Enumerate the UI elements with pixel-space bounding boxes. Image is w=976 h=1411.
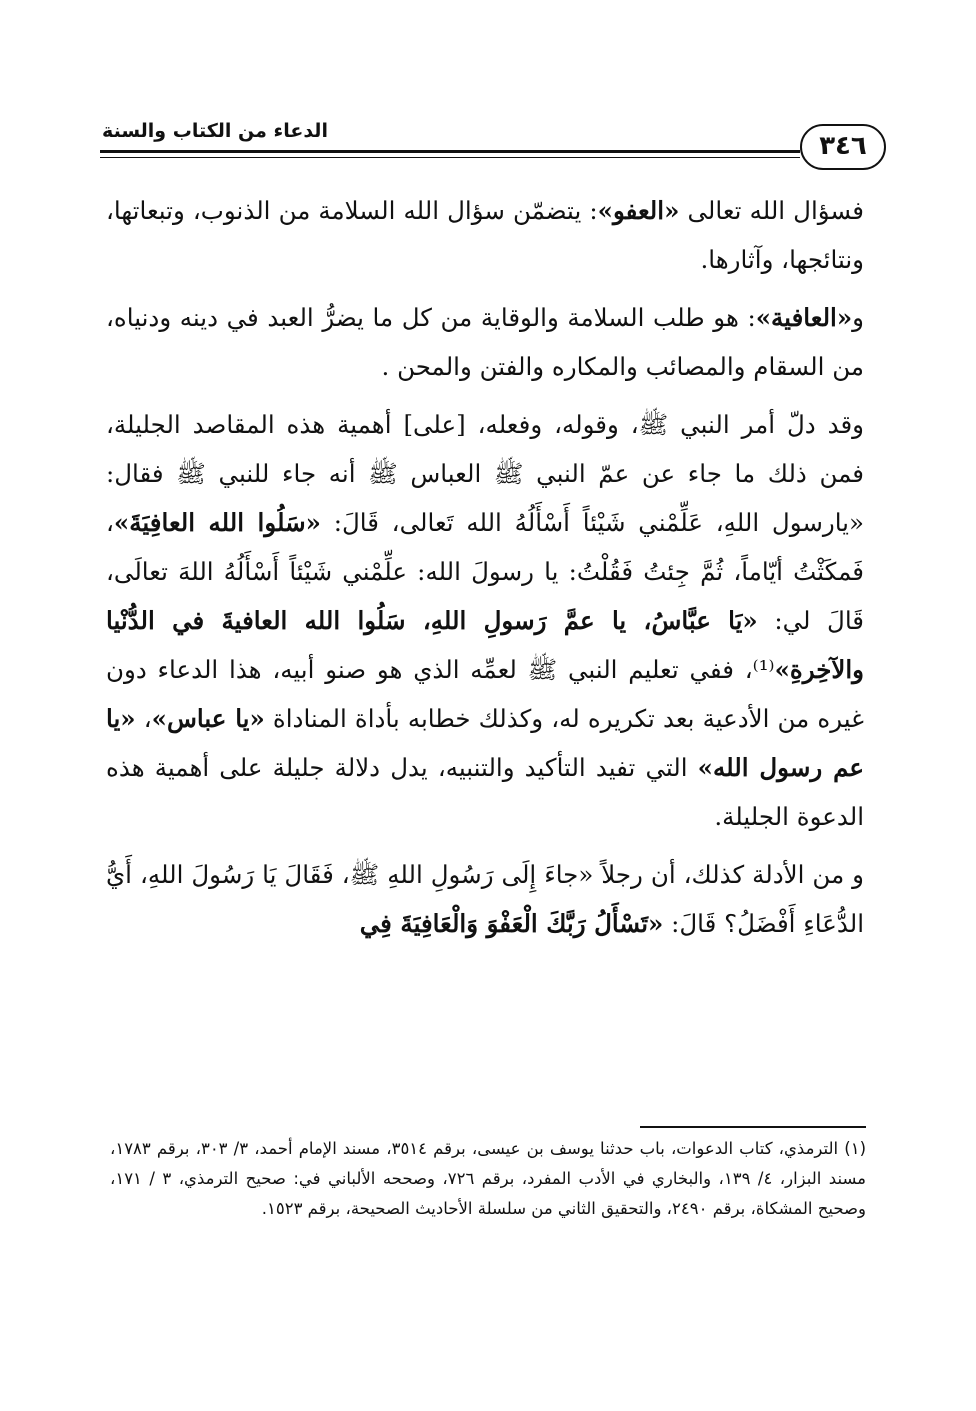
text-run: : هو طلب السلامة والوقاية من كل ما يضرُّ العبد في دينه ودنياه، من السقام والمصائب والمكاره والفتن والمحن .: [106, 303, 864, 381]
text-run: و من الأدلة كذلك، أن رجلاً «جاءَ إِلَى رَسُولِ اللهِ ﷺ، فَقَالَ يَا رَسُولَ اللهِ، أَيُّ الدُّعَاءِ أَفْضَلُ؟ قَالَ:: [106, 860, 864, 938]
bold-quote: «يا عم رسول الله»: [106, 704, 864, 782]
paragraph-afiya: [106, 293, 864, 391]
footnote-1: (١) الترمذي، كتاب الدعوات، باب حدثنا يوسف بن عيسى، برقم ٣٥١٤، مسند الإمام أحمد، ٣/ ٣٠٣، برقم ١٧٨٣، مسند البزار، ٤/ ١٣٩، والبخاري في الأدب المفرد، برقم ٧٢٦، وصححه الألباني في: صحيح الترمذي، ٣ / ١٧١، وصحيح المشكاة، برقم ٢٤٩٠، والتحقيق الثاني من سلسلة الأحاديث الصحيحة، برقم ١٥٢٣.: [110, 1139, 867, 1218]
footnote-separator: [640, 1126, 866, 1128]
text-run: : يتضمّن سؤال الله السلامة من الذنوب، وتبعاتها، ونتائجها، وآثارها.: [106, 196, 864, 274]
footnotes: [110, 1134, 866, 1224]
header-rule-thin: [100, 157, 800, 158]
page-header: [100, 112, 880, 182]
text-run: ، فَمكَثْتُ أيّاماً، ثُمَّ جِئتُ فَقُلْتُ: يا رسولَ الله: علِّمْني شَيْئاً أَسْأَلُهُ اللهَ تعالَى، قَالَ لي:: [106, 508, 864, 635]
paragraph-afw: [106, 186, 864, 284]
footnote-ref: ⁽¹⁾، ففي تعليم النبي ﷺ لعمِّه الذي هو صنو أبيه، هذا الدعاء دون غيره من الأدعية بعد تكريره له، وكذلك خطابه بأداة المناداة: [106, 655, 864, 733]
text-run: وقد دلّ أمر النبي ﷺ، وقوله، وفعله، [على] أهمية هذه المقاصد الجليلة، فمن ذلك ما جاء عن عمّ النبي ﷺ العباس ﷺ أنه جاء للنبي ﷺ فقال: «يارسول اللهِ، عَلِّمْني شَيْئاً أَسْأَلُهُ الله تَعالى، قَالَ:: [106, 410, 864, 537]
header-rule-thick: [100, 150, 800, 153]
bold-quote: «يا عباس»: [151, 704, 265, 733]
bold-quote: «يَا عبَّاسُ، يا عمَّ رَسولِ اللهِ، سَلُوا الله العافيةَ في الدُّنْيا والآخِرةِ»: [106, 606, 864, 684]
page-number: ٣٤٦: [800, 124, 886, 170]
text-run: ،: [135, 704, 152, 733]
text-run: التي تفيد التأكيد والتنبيه، يدل دلالة جليلة على أهمية هذه الدعوة الجليلة.: [106, 753, 864, 831]
main-text: [106, 186, 864, 957]
paragraph-hadith-abbas: [106, 400, 864, 841]
bold-term: «العفو»: [597, 196, 680, 225]
text-run: و: [852, 303, 864, 332]
bold-quote: «سَلُوا الله العافِيَةَ»: [113, 508, 321, 537]
running-title: الدعاء من الكتاب والسنة: [102, 120, 328, 142]
text-run: فسؤال الله تعالى: [679, 196, 865, 225]
bold-term: «العافية»: [755, 303, 853, 332]
bold-quote: «تَسْأَلُ رَبَّكَ الْعَفْوَ وَالْعَافِيَةَ فِي: [359, 909, 664, 938]
paragraph-best-dua: [106, 850, 864, 948]
